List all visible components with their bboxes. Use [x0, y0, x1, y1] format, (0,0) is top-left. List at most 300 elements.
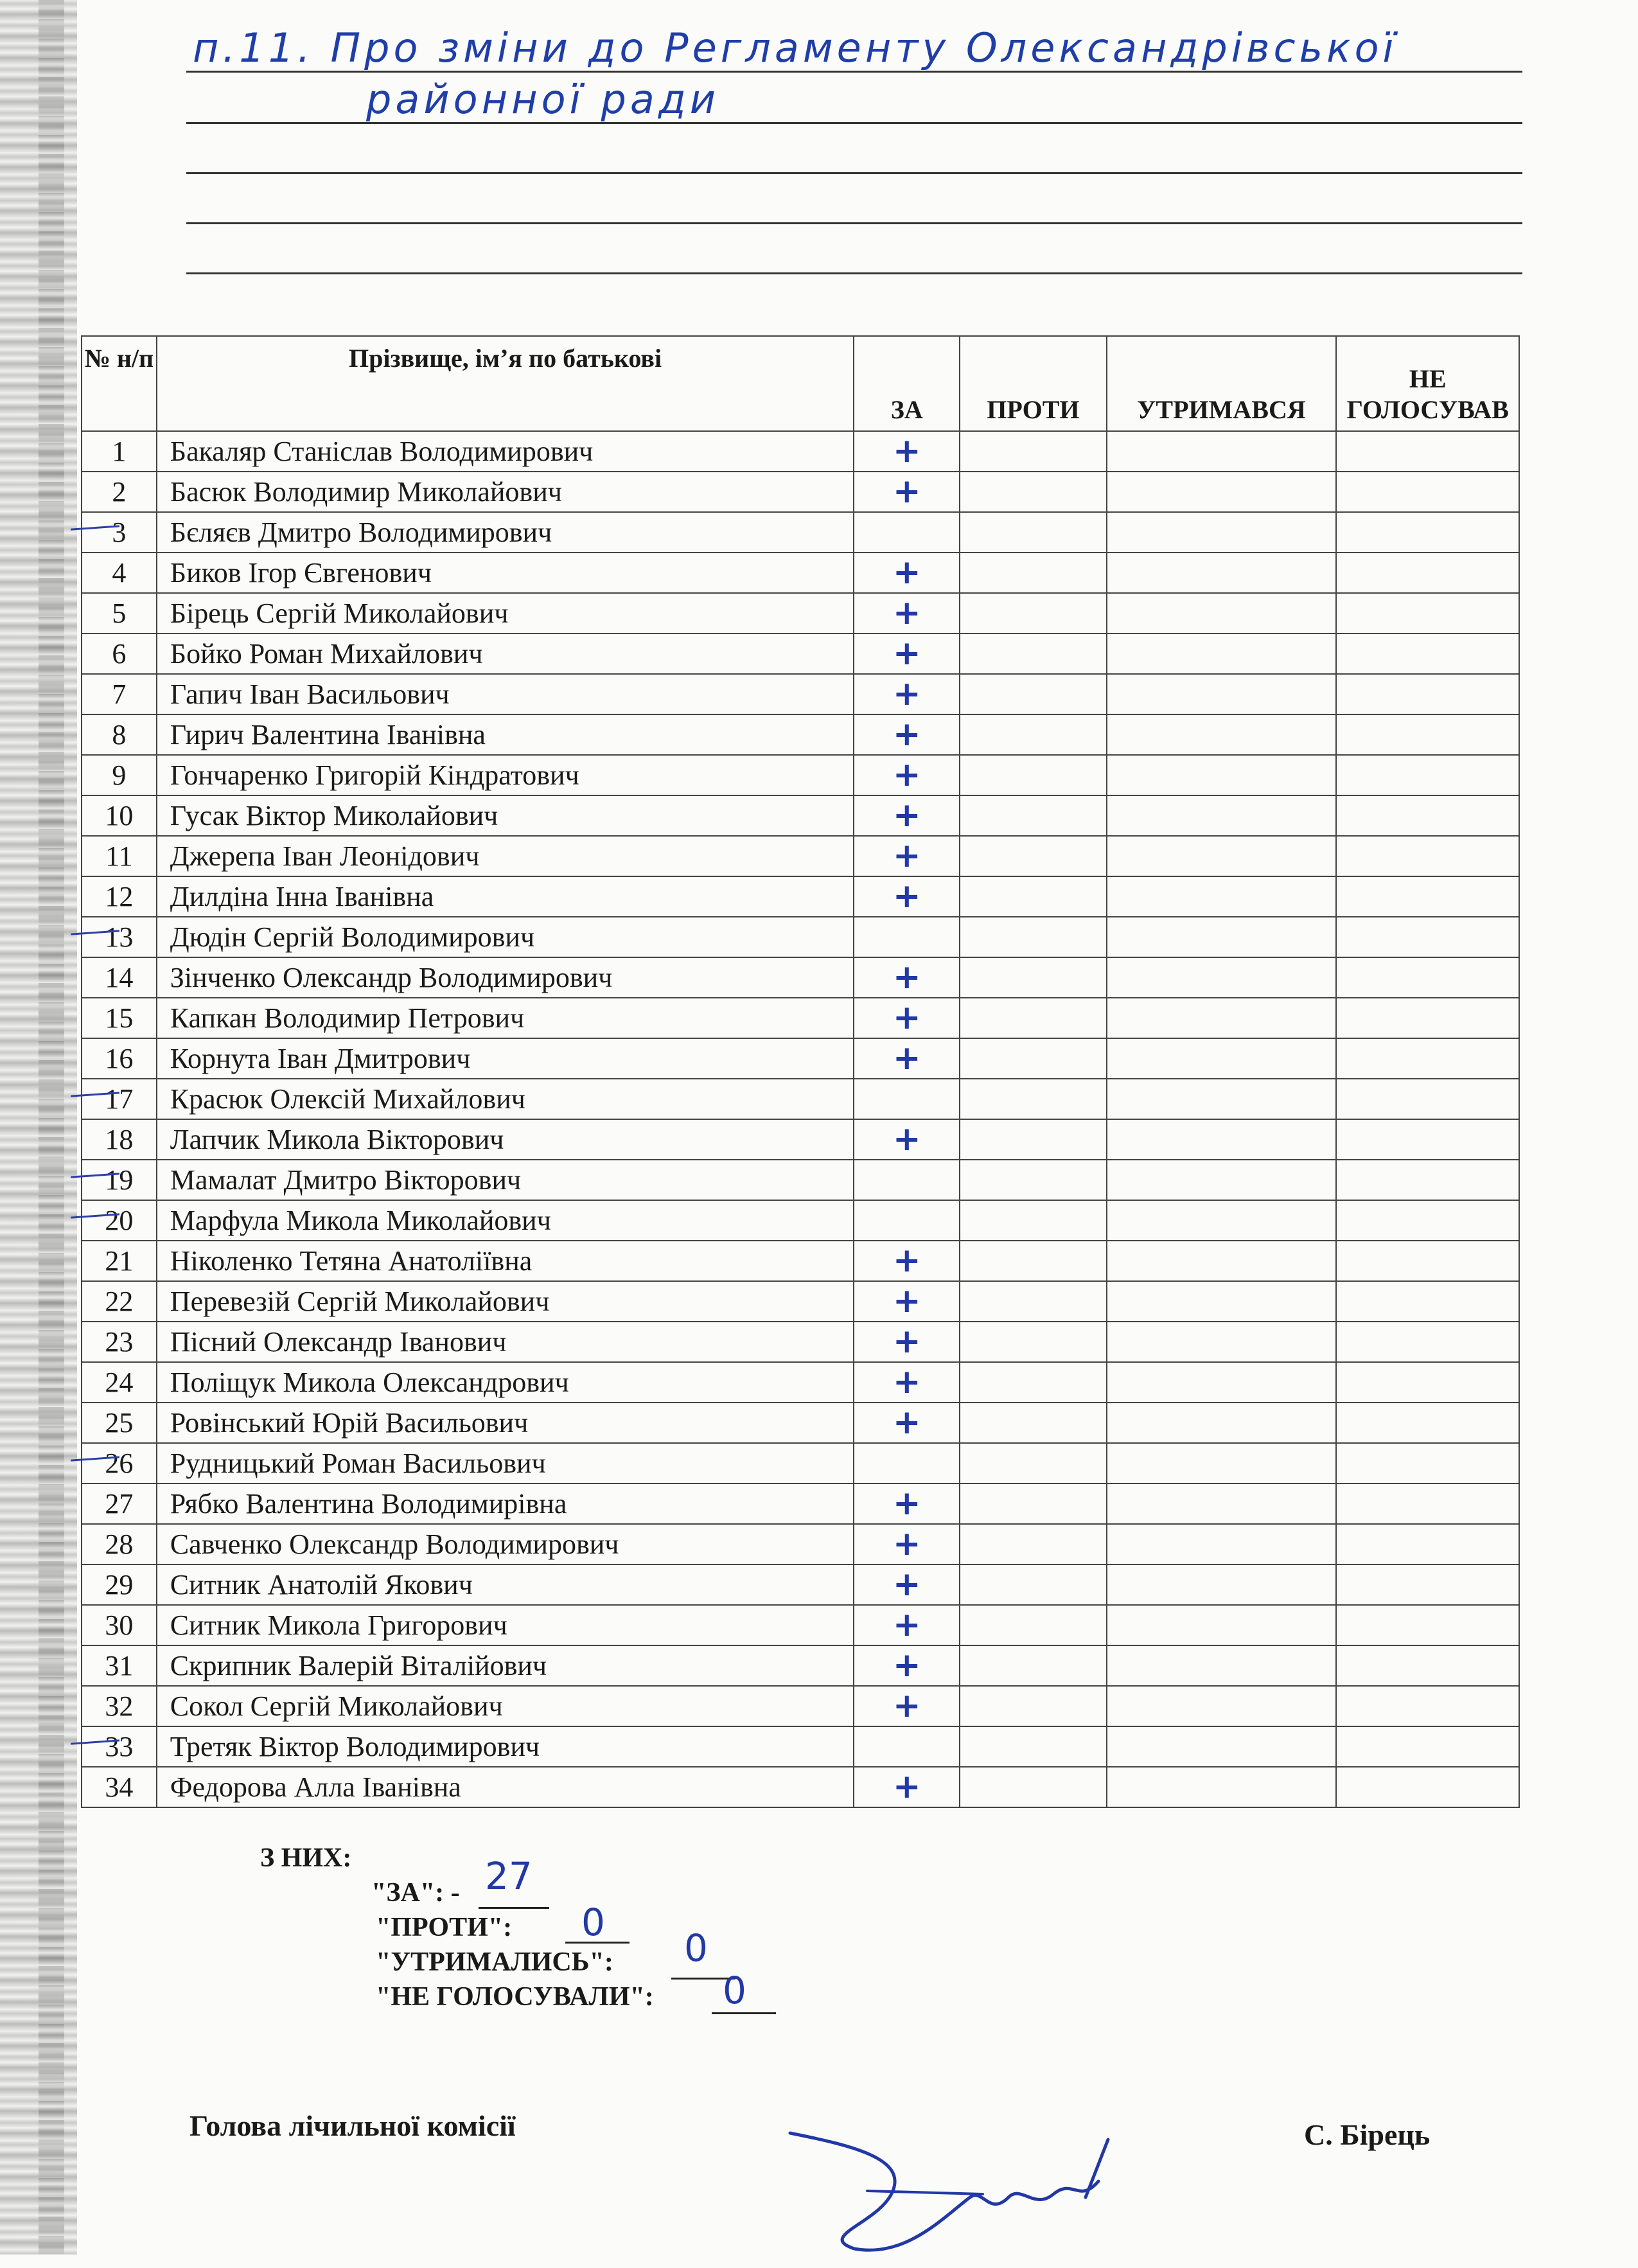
table-row	[82, 472, 1519, 512]
vote-utrymavsia-cell	[1107, 876, 1337, 917]
row-number	[82, 1079, 157, 1119]
vote-ne-holosuvav-cell	[1336, 1281, 1519, 1322]
voting-table	[81, 335, 1520, 1808]
deputy-name: Ніколенко Тетяна Анатоліївна	[157, 1241, 854, 1281]
vote-ne-holosuvav-cell	[1336, 1322, 1519, 1362]
row-number	[82, 512, 157, 553]
vote-ne-holosuvav-cell	[1336, 1645, 1519, 1686]
deputy-name: Бірець Сергій Миколайович	[157, 593, 854, 633]
vote-ne-holosuvav-cell	[1336, 1726, 1519, 1767]
deputy-name: Джерепа Іван Леонідович	[157, 836, 854, 876]
row-number-text: 21	[105, 1245, 134, 1277]
vote-proty-cell	[960, 1564, 1106, 1605]
row-number	[82, 1038, 157, 1079]
row-number-text: 17	[105, 1083, 134, 1115]
row-number-text: 29	[105, 1569, 134, 1600]
vote-za-mark: +	[892, 1687, 921, 1725]
summary-za-value: 27	[485, 1854, 533, 1898]
deputy-name: Басюк Володимир Миколайович	[157, 472, 854, 512]
row-number	[82, 1767, 157, 1807]
vote-proty-cell	[960, 917, 1106, 957]
vote-proty-cell	[960, 1443, 1106, 1484]
vote-proty-cell	[960, 1241, 1106, 1281]
table-row	[82, 998, 1519, 1038]
row-number-text: 24	[105, 1367, 134, 1398]
vote-proty-cell	[960, 1645, 1106, 1686]
vote-ne-holosuvav-cell	[1336, 1605, 1519, 1645]
row-number-text: 31	[105, 1650, 134, 1681]
table-row	[82, 1686, 1519, 1726]
vote-utrymavsia-cell	[1107, 1484, 1337, 1524]
header-proty: ПРОТИ	[960, 336, 1106, 431]
vote-ne-holosuvav-cell	[1336, 553, 1519, 593]
summary-heading: З НИХ:	[260, 1843, 352, 1873]
vote-za-cell	[854, 876, 960, 917]
row-number-text: 33	[105, 1731, 134, 1762]
vote-proty-cell	[960, 998, 1106, 1038]
deputy-name: Бєляєв Дмитро Володимирович	[157, 512, 854, 553]
vote-za-cell	[854, 1079, 960, 1119]
topic-rule	[186, 71, 1522, 73]
vote-utrymavsia-cell	[1107, 1079, 1337, 1119]
table-row	[82, 633, 1519, 674]
vote-ne-holosuvav-cell	[1336, 998, 1519, 1038]
topic-rule	[186, 222, 1522, 224]
vote-za-mark: +	[892, 1606, 921, 1644]
row-number	[82, 1322, 157, 1362]
table-row	[82, 795, 1519, 836]
table-row	[82, 512, 1519, 553]
vote-za-cell	[854, 795, 960, 836]
vote-za-cell	[854, 1160, 960, 1200]
row-number	[82, 472, 157, 512]
deputy-name: Рябко Валентина Володимирівна	[157, 1484, 854, 1524]
vote-proty-cell	[960, 431, 1106, 472]
deputy-name: Лапчик Микола Вікторович	[157, 1119, 854, 1160]
summary-ne-value: 0	[723, 1969, 746, 2012]
vote-za-mark: +	[892, 1767, 921, 1806]
row-number	[82, 755, 157, 795]
vote-ne-holosuvav-cell	[1336, 714, 1519, 755]
row-number-text: 8	[112, 719, 127, 750]
row-number-text: 28	[105, 1528, 134, 1560]
vote-proty-cell	[960, 593, 1106, 633]
row-number	[82, 998, 157, 1038]
summary-ne-underline	[712, 2012, 776, 2014]
vote-ne-holosuvav-cell	[1336, 876, 1519, 917]
vote-ne-holosuvav-cell	[1336, 1200, 1519, 1241]
vote-za-mark: +	[892, 472, 921, 511]
vote-za-cell	[854, 1484, 960, 1524]
row-number	[82, 714, 157, 755]
deputy-name: Красюк Олексій Михайлович	[157, 1079, 854, 1119]
vote-za-cell	[854, 1564, 960, 1605]
table-row	[82, 1362, 1519, 1403]
vote-utrymavsia-cell	[1107, 472, 1337, 512]
vote-ne-holosuvav-cell	[1336, 1160, 1519, 1200]
row-number-text: 2	[112, 476, 127, 508]
vote-proty-cell	[960, 795, 1106, 836]
vote-za-mark: +	[892, 756, 921, 794]
deputy-name: Савченко Олександр Володимирович	[157, 1524, 854, 1564]
deputy-name: Марфула Микола Миколайович	[157, 1200, 854, 1241]
vote-proty-cell	[960, 957, 1106, 998]
vote-utrymavsia-cell	[1107, 1281, 1337, 1322]
row-number	[82, 917, 157, 957]
table-row	[82, 553, 1519, 593]
vote-ne-holosuvav-cell	[1336, 674, 1519, 714]
vote-utrymavsia-cell	[1107, 755, 1337, 795]
row-number-text: 5	[112, 598, 127, 629]
row-number	[82, 1726, 157, 1767]
deputy-name: Мамалат Дмитро Вікторович	[157, 1160, 854, 1200]
vote-proty-cell	[960, 714, 1106, 755]
row-number	[82, 1564, 157, 1605]
vote-za-cell	[854, 1524, 960, 1564]
row-number	[82, 674, 157, 714]
vote-proty-cell	[960, 755, 1106, 795]
vote-utrymavsia-cell	[1107, 553, 1337, 593]
vote-utrymavsia-cell	[1107, 1038, 1337, 1079]
row-number	[82, 633, 157, 674]
row-number-text: 12	[105, 881, 134, 912]
vote-ne-holosuvav-cell	[1336, 795, 1519, 836]
vote-za-mark	[854, 1079, 959, 1119]
deputy-name: Поліщук Микола Олександрович	[157, 1362, 854, 1403]
vote-ne-holosuvav-cell	[1336, 593, 1519, 633]
vote-za-cell	[854, 1281, 960, 1322]
vote-za-mark: +	[892, 796, 921, 835]
table-row	[82, 1645, 1519, 1686]
vote-utrymavsia-cell	[1107, 998, 1337, 1038]
vote-ne-holosuvav-cell	[1336, 1038, 1519, 1079]
vote-proty-cell	[960, 553, 1106, 593]
vote-ne-holosuvav-cell	[1336, 1767, 1519, 1807]
footer-role: Голова лічильної комісії	[189, 2109, 516, 2142]
vote-utrymavsia-cell	[1107, 1322, 1337, 1362]
table-row	[82, 674, 1519, 714]
vote-za-cell	[854, 1322, 960, 1362]
table-row	[82, 1484, 1519, 1524]
table-header-row	[82, 336, 1519, 431]
deputy-name: Рудницький Роман Васильович	[157, 1443, 854, 1484]
deputy-name: Федорова Алла Іванівна	[157, 1767, 854, 1807]
vote-za-cell	[854, 512, 960, 553]
header-ne-holosuvav: НЕ ГОЛОСУВАВ	[1336, 336, 1519, 431]
row-number-text: 25	[105, 1407, 134, 1439]
table-row	[82, 917, 1519, 957]
deputy-name: Зінченко Олександр Володимирович	[157, 957, 854, 998]
deputy-name: Бакаляр Станіслав Володимирович	[157, 431, 854, 472]
table-row	[82, 1403, 1519, 1443]
table-row	[82, 1767, 1519, 1807]
vote-utrymavsia-cell	[1107, 1200, 1337, 1241]
row-number	[82, 836, 157, 876]
vote-ne-holosuvav-cell	[1336, 1241, 1519, 1281]
vote-za-mark: +	[892, 594, 921, 632]
vote-za-cell	[854, 917, 960, 957]
vote-za-mark: +	[892, 1363, 921, 1401]
vote-utrymavsia-cell	[1107, 1160, 1337, 1200]
vote-proty-cell	[960, 876, 1106, 917]
topic-rule	[186, 172, 1522, 174]
row-number-text: 6	[112, 638, 127, 669]
vote-ne-holosuvav-cell	[1336, 957, 1519, 998]
vote-za-cell	[854, 1362, 960, 1403]
vote-za-mark: +	[892, 1322, 921, 1361]
deputy-name: Перевезій Сергій Миколайович	[157, 1281, 854, 1322]
vote-za-cell	[854, 836, 960, 876]
vote-proty-cell	[960, 472, 1106, 512]
handwritten-signature	[777, 2120, 1137, 2268]
vote-za-cell	[854, 633, 960, 674]
row-number	[82, 957, 157, 998]
footer-signer: С. Бірець	[1304, 2118, 1431, 2151]
vote-ne-holosuvav-cell	[1336, 1119, 1519, 1160]
table-row	[82, 714, 1519, 755]
table-row	[82, 1079, 1519, 1119]
row-number-text: 1	[112, 436, 127, 467]
voting-table-body	[82, 431, 1519, 1807]
vote-ne-holosuvav-cell	[1336, 472, 1519, 512]
vote-za-cell	[854, 1726, 960, 1767]
row-number-text: 30	[105, 1609, 134, 1641]
vote-ne-holosuvav-cell	[1336, 836, 1519, 876]
vote-utrymavsia-cell	[1107, 1767, 1337, 1807]
vote-za-mark: +	[892, 1120, 921, 1158]
vote-za-mark: +	[892, 1039, 921, 1077]
table-row	[82, 431, 1519, 472]
vote-za-cell	[854, 957, 960, 998]
table-row	[82, 1038, 1519, 1079]
table-row	[82, 1524, 1519, 1564]
table-row	[82, 1726, 1519, 1767]
vote-proty-cell	[960, 1686, 1106, 1726]
row-number-text: 13	[105, 921, 134, 953]
table-row	[82, 876, 1519, 917]
vote-ne-holosuvav-cell	[1336, 1403, 1519, 1443]
vote-proty-cell	[960, 1200, 1106, 1241]
row-number-text: 11	[105, 840, 133, 872]
vote-za-mark	[854, 1201, 959, 1240]
row-number-text: 32	[105, 1690, 134, 1722]
vote-proty-cell	[960, 1119, 1106, 1160]
vote-proty-cell	[960, 1767, 1106, 1807]
vote-za-cell	[854, 1605, 960, 1645]
deputy-name: Гусак Віктор Миколайович	[157, 795, 854, 836]
deputy-name: Гончаренко Григорій Кіндратович	[157, 755, 854, 795]
row-number	[82, 1605, 157, 1645]
vote-ne-holosuvav-cell	[1336, 1362, 1519, 1403]
row-number-text: 19	[105, 1164, 134, 1196]
vote-za-cell	[854, 472, 960, 512]
deputy-name: Дюдін Сергій Володимирович	[157, 917, 854, 957]
table-row	[82, 1241, 1519, 1281]
table-row	[82, 593, 1519, 633]
deputy-name: Бойко Роман Михайлович	[157, 633, 854, 674]
table-row	[82, 836, 1519, 876]
vote-za-cell	[854, 1119, 960, 1160]
vote-proty-cell	[960, 1038, 1106, 1079]
row-number	[82, 1403, 157, 1443]
vote-utrymavsia-cell	[1107, 674, 1337, 714]
topic-rule	[186, 122, 1522, 124]
scan-edge-noise	[39, 0, 64, 2255]
row-number-text: 18	[105, 1124, 134, 1155]
vote-utrymavsia-cell	[1107, 1119, 1337, 1160]
vote-za-mark: +	[892, 432, 921, 470]
vote-proty-cell	[960, 1322, 1106, 1362]
table-row	[82, 957, 1519, 998]
vote-proty-cell	[960, 1079, 1106, 1119]
vote-utrymavsia-cell	[1107, 917, 1337, 957]
vote-proty-cell	[960, 512, 1106, 553]
vote-utrymavsia-cell	[1107, 1241, 1337, 1281]
table-row	[82, 1443, 1519, 1484]
vote-za-cell	[854, 1200, 960, 1241]
summary-proty-label: "ПРОТИ":	[376, 1913, 513, 1942]
deputy-name: Ровінський Юрій Васильович	[157, 1403, 854, 1443]
vote-ne-holosuvav-cell	[1336, 1079, 1519, 1119]
row-number-text: 10	[105, 800, 134, 831]
summary-proty-value: 0	[581, 1900, 605, 1944]
header-name: Прізвище, ім’я по батькові	[157, 336, 854, 431]
vote-proty-cell	[960, 674, 1106, 714]
vote-za-mark: +	[892, 634, 921, 673]
row-number-text: 27	[105, 1488, 134, 1519]
vote-ne-holosuvav-cell	[1336, 1564, 1519, 1605]
summary-za-label: "ЗА": -	[371, 1878, 460, 1908]
vote-za-cell	[854, 1443, 960, 1484]
row-number-text: 23	[105, 1326, 134, 1358]
deputy-name: Гирич Валентина Іванівна	[157, 714, 854, 755]
vote-za-mark	[854, 917, 959, 957]
row-number	[82, 1160, 157, 1200]
deputy-name: Ситник Анатолій Якович	[157, 1564, 854, 1605]
vote-za-mark: +	[892, 958, 921, 997]
vote-utrymavsia-cell	[1107, 1605, 1337, 1645]
vote-za-cell	[854, 674, 960, 714]
row-number-text: 34	[105, 1771, 134, 1803]
topic-line-1: п.11. Про зміни до Регламенту Олександрівської	[193, 24, 1398, 71]
vote-za-mark: +	[892, 998, 921, 1037]
vote-za-mark: +	[892, 1241, 921, 1280]
table-row	[82, 1200, 1519, 1241]
summary-utrymalys-label: "УТРИМАЛИСЬ":	[376, 1947, 613, 1977]
row-number-text: 4	[112, 557, 127, 589]
vote-proty-cell	[960, 1362, 1106, 1403]
vote-za-cell	[854, 1686, 960, 1726]
vote-utrymavsia-cell	[1107, 1443, 1337, 1484]
deputy-name: Дилдіна Інна Іванівна	[157, 876, 854, 917]
row-number	[82, 1524, 157, 1564]
row-number	[82, 1443, 157, 1484]
vote-za-mark: +	[892, 877, 921, 916]
row-number-text: 26	[105, 1448, 134, 1479]
vote-ne-holosuvav-cell	[1336, 512, 1519, 553]
vote-za-cell	[854, 714, 960, 755]
row-number	[82, 1686, 157, 1726]
vote-utrymavsia-cell	[1107, 1645, 1337, 1686]
row-number-text: 20	[105, 1205, 134, 1236]
row-number	[82, 431, 157, 472]
vote-utrymavsia-cell	[1107, 1686, 1337, 1726]
topic-rule	[186, 272, 1522, 274]
summary-utrymalys-value: 0	[684, 1926, 708, 1970]
vote-za-mark: +	[892, 1484, 921, 1523]
vote-utrymavsia-cell	[1107, 431, 1337, 472]
vote-za-mark	[854, 1727, 959, 1766]
deputy-name: Гапич Іван Васильович	[157, 674, 854, 714]
vote-proty-cell	[960, 1484, 1106, 1524]
vote-utrymavsia-cell	[1107, 957, 1337, 998]
vote-za-mark: +	[892, 675, 921, 713]
vote-utrymavsia-cell	[1107, 795, 1337, 836]
vote-za-mark: +	[892, 553, 921, 592]
vote-proty-cell	[960, 1403, 1106, 1443]
vote-proty-cell	[960, 1524, 1106, 1564]
vote-ne-holosuvav-cell	[1336, 1484, 1519, 1524]
vote-za-mark: +	[892, 1403, 921, 1442]
row-number-text: 16	[105, 1043, 134, 1074]
row-number-text: 7	[112, 678, 127, 710]
vote-za-cell	[854, 755, 960, 795]
row-number	[82, 1362, 157, 1403]
table-row	[82, 1322, 1519, 1362]
deputy-name: Капкан Володимир Петрович	[157, 998, 854, 1038]
vote-proty-cell	[960, 1605, 1106, 1645]
vote-za-cell	[854, 1645, 960, 1686]
vote-za-cell	[854, 1241, 960, 1281]
topic-line-2: районної ради	[366, 76, 720, 123]
vote-utrymavsia-cell	[1107, 512, 1337, 553]
vote-ne-holosuvav-cell	[1336, 1524, 1519, 1564]
vote-proty-cell	[960, 1160, 1106, 1200]
vote-utrymavsia-cell	[1107, 714, 1337, 755]
vote-proty-cell	[960, 836, 1106, 876]
row-number	[82, 593, 157, 633]
vote-za-mark: +	[892, 1646, 921, 1685]
vote-utrymavsia-cell	[1107, 1726, 1337, 1767]
summary-za-underline	[479, 1907, 549, 1909]
vote-proty-cell	[960, 1281, 1106, 1322]
vote-za-mark: +	[892, 837, 921, 875]
summary-ne-label: "НЕ ГОЛОСУВАЛИ":	[376, 1982, 654, 2012]
table-row	[82, 755, 1519, 795]
vote-za-mark: +	[892, 1282, 921, 1320]
row-number	[82, 553, 157, 593]
vote-za-cell	[854, 1403, 960, 1443]
row-number	[82, 795, 157, 836]
vote-ne-holosuvav-cell	[1336, 1686, 1519, 1726]
vote-utrymavsia-cell	[1107, 1403, 1337, 1443]
row-number	[82, 1645, 157, 1686]
row-number	[82, 1119, 157, 1160]
vote-proty-cell	[960, 633, 1106, 674]
vote-za-mark	[854, 1160, 959, 1200]
table-row	[82, 1281, 1519, 1322]
header-za: ЗА	[854, 336, 960, 431]
vote-proty-cell	[960, 1726, 1106, 1767]
vote-za-cell	[854, 553, 960, 593]
vote-za-cell	[854, 593, 960, 633]
vote-ne-holosuvav-cell	[1336, 633, 1519, 674]
vote-ne-holosuvav-cell	[1336, 755, 1519, 795]
row-number	[82, 1281, 157, 1322]
vote-utrymavsia-cell	[1107, 1564, 1337, 1605]
row-number	[82, 876, 157, 917]
vote-za-mark: +	[892, 1565, 921, 1604]
